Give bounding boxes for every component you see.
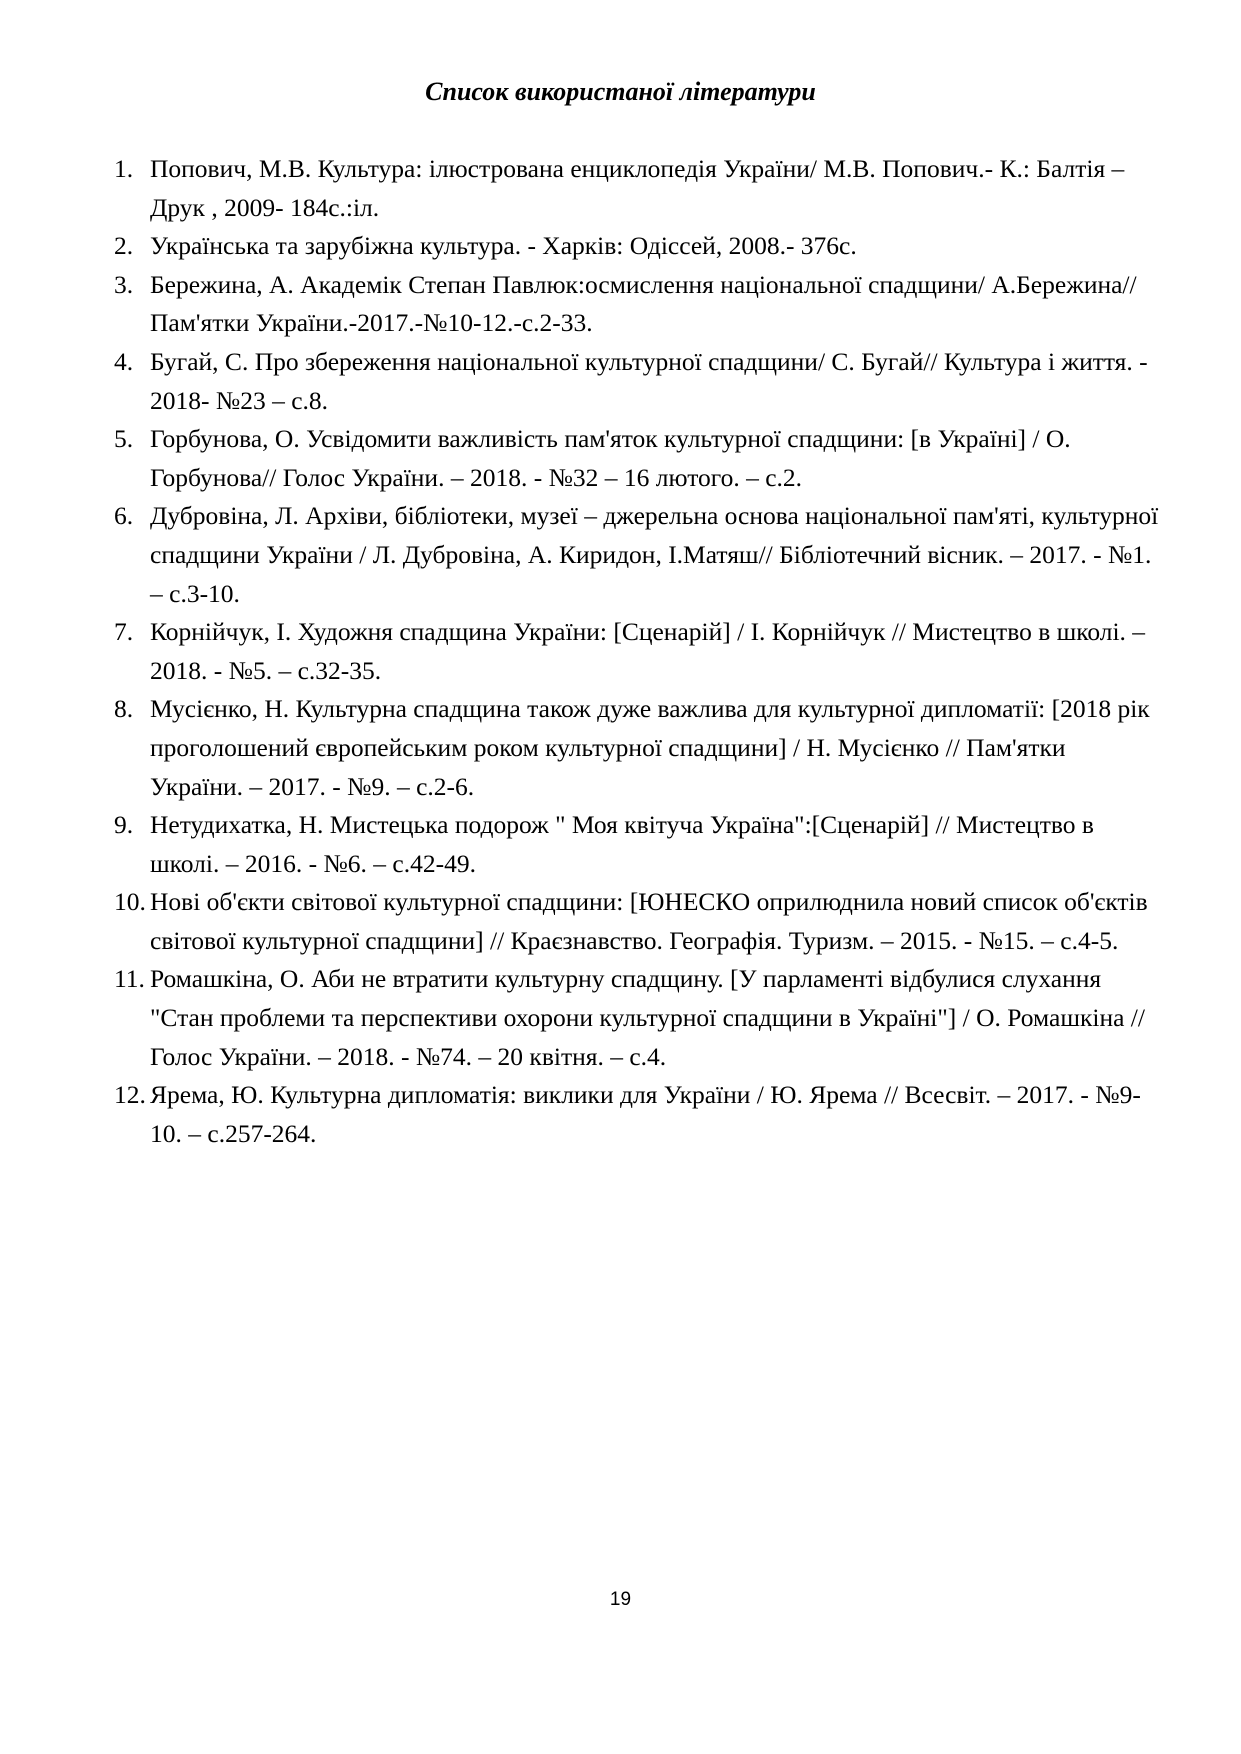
reference-text: Мусієнко, Н. Культурна спадщина також дуже важлива для культурної дипломатії: [2018 рік проголошений європейським роком культурної спадщини] / Н. Мусієнко // Пам'ятки України. – 2017. - №9. – с.2-6. (150, 694, 1150, 801)
page-number: 19 (609, 1589, 632, 1610)
list-item (114, 960, 1164, 1076)
reference-text: Нетудихатка, Н. Мистецька подорож " Моя квітуча Україна":[Сценарій] // Мистецтво в школі. – 2016. - №6. – с.42-49. (150, 810, 1094, 878)
list-item (114, 883, 1164, 960)
list-item (114, 497, 1164, 613)
reference-text: Нові об'єкти світової культурної спадщини: [ЮНЕСКО оприлюднила новий список об'єктів світової культурної спадщини] // Краєзнавство. Географія. Туризм. – 2015. - №15. – с.4-5. (150, 887, 1148, 955)
list-item (114, 1076, 1164, 1153)
reference-text: Горбунова, О. Усвідомити важливість пам'яток культурної спадщини: [в Україні] / О. Горбунова// Голос України. – 2018. - №32 – 16 лютого. – с.2. (150, 424, 1071, 492)
reference-number: 10. (114, 887, 146, 917)
reference-text: Попович, М.В. Культура: ілюстрована енциклопедія України/ М.В. Попович.- К.: Балтія –Друк , 2009- 184с.:іл. (150, 154, 1125, 222)
reference-number: 5. (114, 424, 134, 454)
list-item (114, 613, 1164, 690)
reference-number: 1. (114, 154, 134, 183)
list-item (114, 227, 1164, 266)
reference-number: 11. (114, 964, 145, 994)
reference-number: 6. (114, 501, 134, 531)
list-item (114, 420, 1164, 497)
reference-text: Ярема, Ю. Культурна дипломатія: виклики для України / Ю. Ярема // Всесвіт. – 2017. - №9-10. – с.257-264. (150, 1080, 1141, 1148)
list-item (114, 343, 1164, 420)
reference-number: 7. (114, 617, 134, 647)
reference-text: Ромашкіна, О. Аби не втратити культурну спадщину. [У парламенті відбулися слухання "Стан проблеми та перспективи охорони культурної спадщини в Україні"] / О. Ромашкіна // Голос України. – 2018. - №74. – 20 квітня. – с.4. (150, 964, 1145, 1071)
reference-number: 2. (114, 231, 134, 261)
reference-number: 9. (114, 810, 134, 840)
reference-text: Бугай, С. Про збереження національної культурної спадщини/ С. Бугай// Культура і життя. - 2018- №23 – с.8. (150, 346, 1148, 415)
reference-number: 3. (114, 269, 134, 299)
reference-number: 4. (114, 346, 134, 376)
reference-list (114, 150, 1164, 1153)
list-item (114, 150, 1164, 227)
reference-number: 12. (114, 1080, 146, 1110)
reference-number: 8. (114, 694, 134, 724)
list-item (114, 266, 1164, 343)
reference-text: Українська та зарубіжна культура. - Харків: Одіссей, 2008.- 376с. (150, 231, 857, 261)
list-item (114, 806, 1164, 883)
page-title: Список використаної літератури (425, 77, 816, 106)
reference-text: Дубровіна, Л. Архіви, бібліотеки, музеї – джерельна основа національної пам'яті, культурної спадщини України / Л. Дубровіна, А. Киридон, І.Матяш// Бібліотечний вісник. – 2017. - №1. – с.3-10. (150, 501, 1159, 608)
reference-text: Бережина, А. Академік Степан Павлюк:осмислення національної спадщини/ А.Бережина// Пам'ятки України.-2017.-№10-12.-с.2-33. (150, 269, 1137, 338)
list-item (114, 690, 1164, 806)
reference-text: Корнійчук, І. Художня спадщина України: [Сценарій] / І. Корнійчук // Мистецтво в школі. – 2018. - №5. – с.32-35. (150, 617, 1146, 685)
